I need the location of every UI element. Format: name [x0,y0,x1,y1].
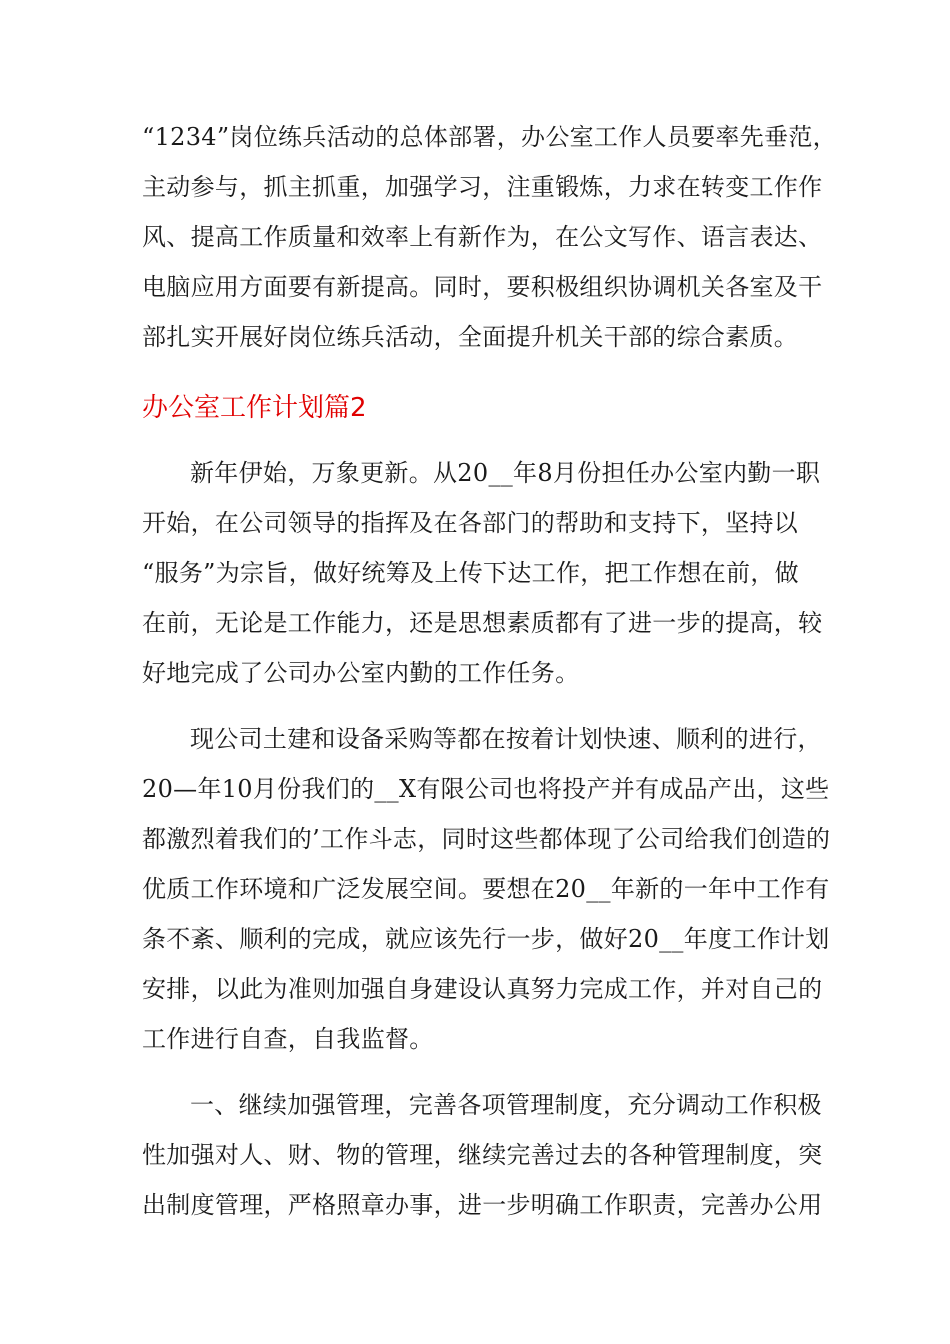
paragraph-intro [142,448,832,698]
text-line: 20—年10月份我们的__X有限公司也将投产并有成品产出，这些 [142,775,830,803]
text-line: 风、提高工作质量和效率上有新作为，在公文写作、语言表达、 [142,223,823,251]
text-line: 性加强对人、财、物的管理，继续完善过去的各种管理制度，突 [142,1141,823,1169]
text-line: 现公司土建和设备采购等都在按着计划快速、顺利的进行， [190,725,822,753]
text-line: 在前，无论是工作能力，还是思想素质都有了进一步的提高，较 [142,609,823,637]
text-line: 安排，以此为准则加强自身建设认真努力完成工作，并对自己的 [142,975,823,1003]
text-line: 都激烈着我们的’工作斗志，同时这些都体现了公司给我们创造的 [142,825,831,853]
text-line: 主动参与，抓主抓重，加强学习，注重锻炼，力求在转变工作作 [142,173,823,201]
text-line: 部扎实开展好岗位练兵活动，全面提升机关干部的综合素质。 [142,323,799,351]
text-line: 工作进行自查，自我监督。 [142,1025,434,1053]
text-line: 开始，在公司领导的指挥及在各部门的帮助和支持下，坚持以 [142,509,799,537]
paragraph-continuation [142,112,837,362]
paragraph-plan [142,714,832,1064]
text-line: 好地完成了公司办公室内勤的工作任务。 [142,659,580,687]
text-line: 电脑应用方面要有新提高。同时，要积极组织协调机关各室及干 [142,273,823,301]
text-line: 出制度管理，严格照章办事，进一步明确工作职责，完善办公用 [142,1191,823,1219]
text-line: 优质工作环境和广泛发展空间。要想在20__年新的一年中工作有 [142,875,830,903]
text-line: 一、继续加强管理，完善各项管理制度，充分调动工作积极 [190,1091,822,1119]
text-line: “服务”为宗旨，做好统筹及上传下达工作，把工作想在前，做 [142,559,799,587]
text-line: 新年伊始，万象更新。从20__年8月份担任办公室内勤一职 [190,459,821,487]
text-line: “1234”岗位练兵活动的总体部署，办公室工作人员要率先垂范， [142,123,837,151]
paragraph-item-one [142,1080,832,1230]
text-line: 条不紊、顺利的完成，就应该先行一步，做好20__年度工作计划 [142,925,830,953]
document-body [142,112,837,1246]
section-heading: 办公室工作计划篇2 [142,393,367,423]
